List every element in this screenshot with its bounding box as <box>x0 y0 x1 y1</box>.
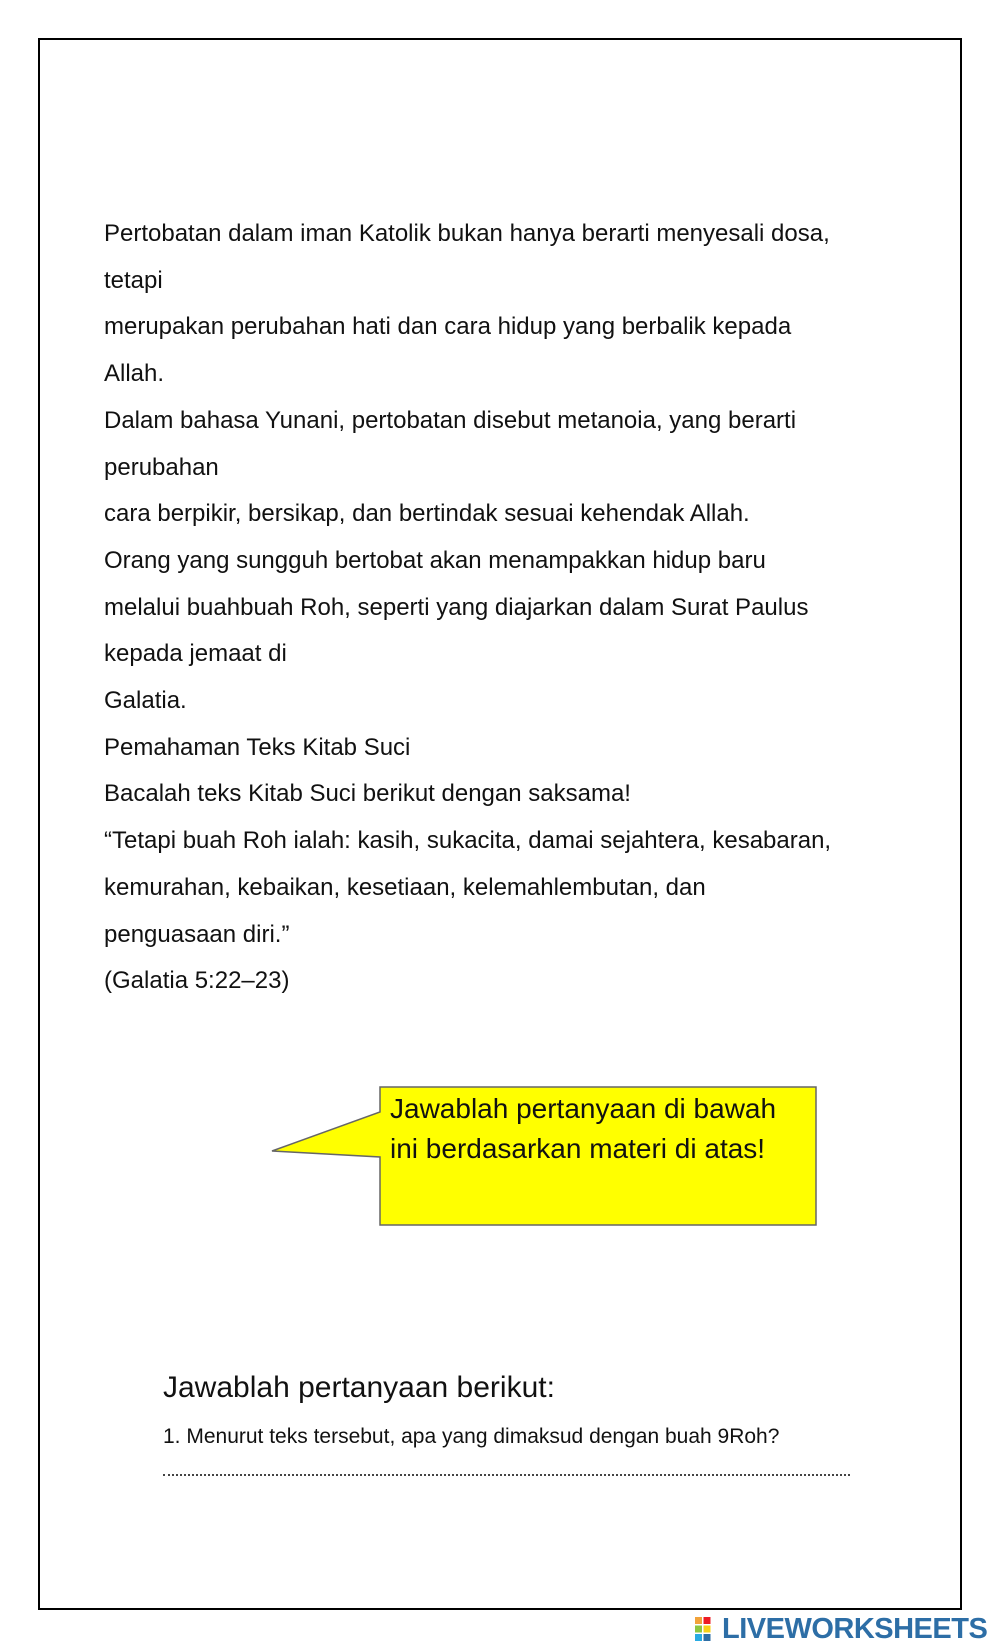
passage-line: merupakan perubahan hati dan cara hidup yang berbalik kepada <box>104 313 792 341</box>
scripture-quote-line: kemurahan, kebaikan, kesetiaan, kelemahlembutan, dan <box>104 873 706 901</box>
passage-line: cara berpikir, bersikap, dan bertindak sesuai kehendak Allah. <box>104 500 750 528</box>
liveworksheets-brand <box>694 1614 987 1644</box>
section-heading-line: Pemahaman Teks Kitab Suci <box>104 733 411 761</box>
passage-line: Pertobatan dalam iman Katolik bukan hanya berarti menyesali dosa, <box>104 220 830 247</box>
answer-input-line[interactable] <box>163 1474 850 1476</box>
scripture-quote-line: “Tetapi buah Roh ialah: kasih, sukacita, damai sejahtera, kesabaran, <box>104 827 832 855</box>
passage-line: Dalam bahasa Yunani, pertobatan disebut metanoia, yang berarti <box>104 406 797 434</box>
question-section <box>163 1368 863 1476</box>
passage-line: Allah. <box>104 360 165 388</box>
question-heading: Jawablah pertanyaan berikut: <box>163 1371 555 1404</box>
instruction-line: Bacalah teks Kitab Suci berikut dengan saksama! <box>104 780 631 808</box>
scripture-reference: (Galatia 5:22–23) <box>104 967 290 995</box>
liveworksheets-logo-icon <box>694 1616 720 1642</box>
reading-passage <box>104 211 894 1005</box>
callout-text <box>390 1089 830 1169</box>
passage-line: tetapi <box>104 266 163 294</box>
scripture-quote-line: penguasaan diri.” <box>104 920 290 948</box>
passage-line: perubahan <box>104 453 219 481</box>
passage-line: kepada jemaat di <box>104 640 287 668</box>
callout-line: Jawablah pertanyaan di bawah <box>390 1093 777 1124</box>
question-item: 1. Menurut teks tersebut, apa yang dimaksud dengan buah 9Roh? <box>163 1425 780 1448</box>
brand-logo-text: LIVEWORKSHEETS <box>722 1613 988 1645</box>
passage-line: melalui buahbuah Roh, seperti yang diajarkan dalam Surat Paulus <box>104 593 809 621</box>
passage-line: Orang yang sungguh bertobat akan menampakkan hidup baru <box>104 546 766 574</box>
callout-line: ini berdasarkan materi di atas! <box>390 1133 766 1164</box>
passage-line: Galatia. <box>104 687 187 715</box>
